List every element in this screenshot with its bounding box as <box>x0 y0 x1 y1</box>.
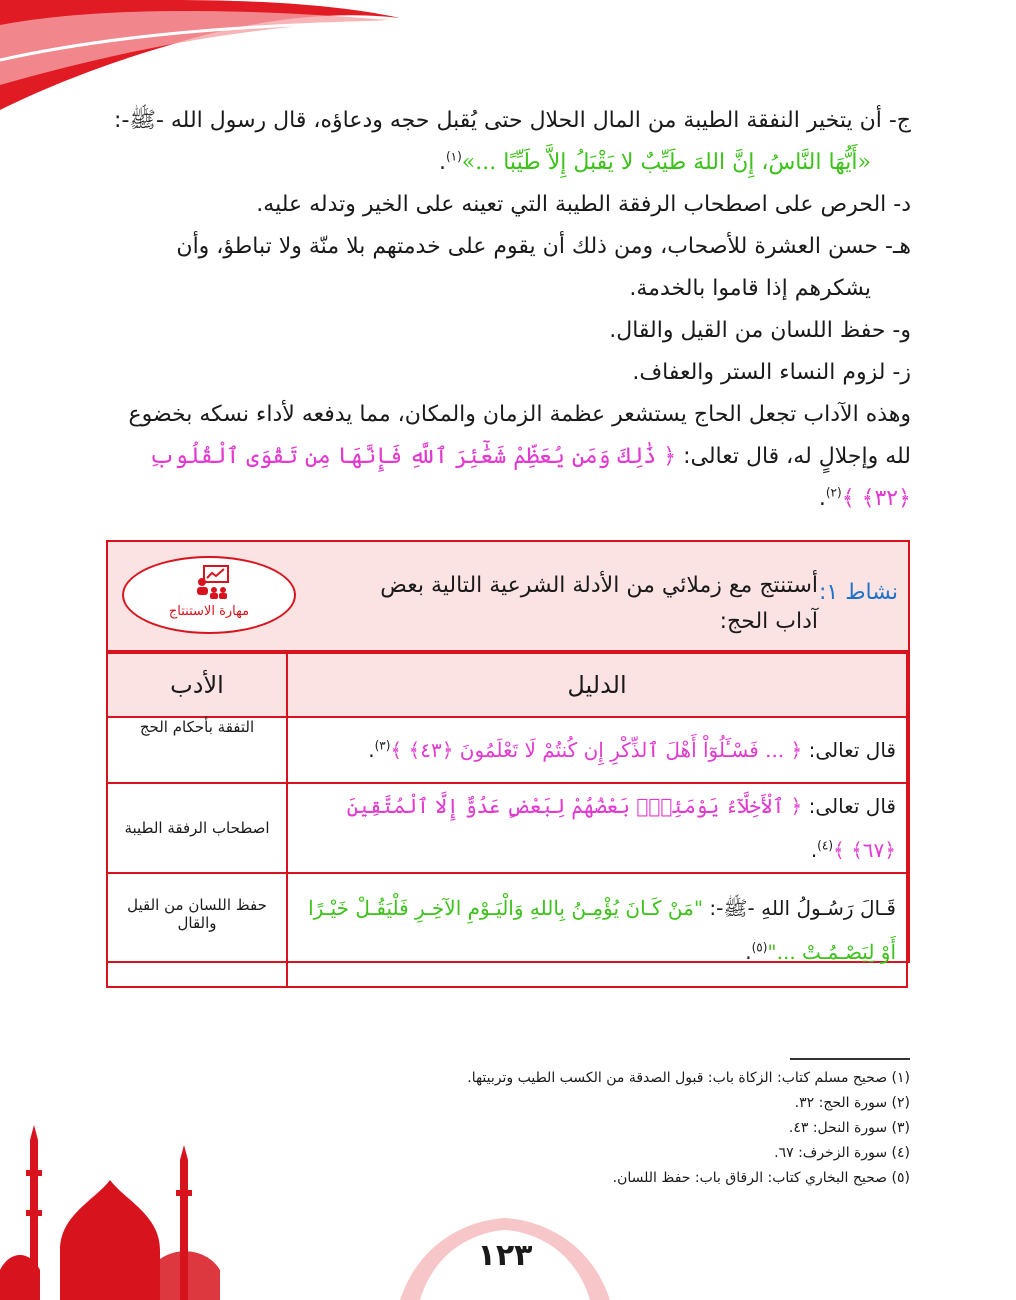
evidence-quote: ﴿ ٱلْأَخِلَّآءُ يَوْمَئِذٍۭ بَعْضُهُمْ لِبَعْضٍ عَدُوٌّ إِلَّا ٱلْمُتَّقِينَ ﴿٦٧﴾ ﴾ <box>346 794 896 862</box>
paragraph-line-4: هـ- حسن العشرة للأصحاب، ومن ذلك أن يقوم على خدمتهم بلا منّة ولا تباطؤ، وأن <box>176 234 911 259</box>
footnote-ref-5: (٥) <box>751 940 768 955</box>
presentation-people-icon <box>194 564 230 600</box>
footnote-item: (٤) سورة الزخرف: ٦٧. <box>774 1145 910 1161</box>
footnote-item: (٥) صحيح البخاري كتاب: الرقاق باب: حفظ اللسان. <box>612 1170 910 1186</box>
evidence-cell: قال تعالى: ﴿ ٱلْأَخِلَّآءُ يَوْمَئِذٍۭ بَعْضُهُمْ لِبَعْضٍ عَدُوٌّ إِلَّا ٱلْمُتَّقِينَ ﴿٦٧﴾ ﴾$^{(٤)}$. <box>287 783 907 873</box>
activity-box <box>106 540 910 963</box>
activity-header <box>108 542 908 652</box>
skill-badge <box>122 556 296 634</box>
evidence-prefix: قَـالَ رَسُـولُ اللهِ -ﷺ-: <box>709 896 896 920</box>
footnote-item: (٢) سورة الحج: ٣٢. <box>794 1095 910 1111</box>
evidence-quote: ﴿ ... فَسْـَٔلُوٓاْ أَهْلَ ٱلذِّكْرِ إِن كُنتُمْ لَا تَعْلَمُونَ ﴿٤٣﴾ ﴾ <box>390 738 803 762</box>
paragraph-line-9: لله وإجلالٍ له، قال تعالى: ﴿ ذَٰلِكَ وَمَن يُعَظِّمْ شَعَٰٓئِرَ ٱللَّهِ فَإِنَّهَا مِن تَقْوَى ٱلْقُلُوبِ ﴿٣٢﴾ ﴾$^{(٢)}$. <box>149 444 911 511</box>
evidence-cell: قَـالَ رَسُـولُ اللهِ -ﷺ-: "مَنْ كَـانَ يُؤْمِـنُ بِاللهِ وَالْيَـوْمِ الآخِـرِ فَلْيَقُـلْ خَيْـرًا أَوْ لِيَصْـمُـتْ ..."$^{(٥)}$. <box>287 873 907 987</box>
activity-instruction: أستنتج مع زملائي من الأدلة الشرعية التالية بعض آداب الحج: <box>380 573 818 634</box>
paragraph-line-8: وهذه الآداب تجعل الحاج يستشعر عظمة الزمان والمكان، مما يدفعه لأداء نسكه بخضوع <box>128 402 911 427</box>
corner-swoosh-decoration <box>0 0 420 110</box>
footnote-ref-1: (١) <box>445 149 462 164</box>
evidence-prefix: قال تعالى: <box>808 738 896 762</box>
hadith-quote: «أَيُّهَا النَّاسُ، إِنَّ اللهَ طَيِّبٌ لا يَقْبَلُ إِلاَّ طَيِّبًا ...» <box>461 150 871 175</box>
etiquette-answer: اصطحاب الرفقة الطيبة <box>107 783 287 873</box>
body-text <box>96 100 911 520</box>
table-row <box>107 717 907 783</box>
paragraph-line-1: ج- أن يتخير النفقة الطيبة من المال الحلال حتى يُقبل حجه ودعاؤه، قال رسول الله -ﷺ-: <box>114 108 911 133</box>
table-row <box>107 783 907 873</box>
footnote-ref-3: (٣) <box>374 738 391 753</box>
table-header-row <box>107 653 907 717</box>
header-etiquette: الأدب <box>107 653 287 717</box>
etiquette-answer: حفظ اللسان من القيل والقال <box>107 873 287 987</box>
verse-quote: ﴿ ذَٰلِكَ وَمَن يُعَظِّمْ شَعَٰٓئِرَ ٱللَّهِ فَإِنَّهَا مِن تَقْوَى ٱلْقُلُوبِ ﴿٣٢﴾ ﴾ <box>149 444 911 511</box>
footnote-item: (٣) سورة النحل: ٤٣. <box>788 1120 910 1136</box>
footnote-divider <box>790 1058 910 1060</box>
paragraph-line-5: يشكرهم إذا قاموا بالخدمة. <box>629 276 871 301</box>
paragraph-line-3: د- الحرص على اصطحاب الرفقة الطيبة التي تعينه على الخير وتدله عليه. <box>256 192 911 217</box>
table-row <box>107 873 907 987</box>
evidence-cell: قال تعالى: ﴿ ... فَسْـَٔلُوٓاْ أَهْلَ ٱلذِّكْرِ إِن كُنتُمْ لَا تَعْلَمُونَ ﴿٤٣﴾ ﴾$^{(٣)}$. <box>287 717 907 783</box>
etiquette-answer: التفقة بأحكام الحج <box>107 717 287 783</box>
paragraph-line-7: ز- لزوم النساء الستر والعفاف. <box>632 360 911 385</box>
footnote-ref-2: (٢) <box>825 485 842 500</box>
hadith-line: «أَيُّهَا النَّاسُ، إِنَّ اللهَ طَيِّبٌ لا يَقْبَلُ إِلاَّ طَيِّبًا ...»$^{(١)}$. <box>438 149 871 175</box>
header-evidence: الدليل <box>287 653 907 717</box>
activity-label: نشاط ١: <box>818 580 898 605</box>
evidence-prefix: قال تعالى: <box>808 794 896 818</box>
footnote-ref-4: (٤) <box>817 838 833 853</box>
activity-table <box>106 652 908 988</box>
footnote-item: (١) صحيح مسلم كتاب: الزكاة باب: قبول الصدقة من الكسب الطيب وتربيتها. <box>467 1070 910 1086</box>
page-number: ١٢٣ <box>477 1238 533 1273</box>
verse-prefix: لله وإجلالٍ له، قال تعالى: <box>683 444 911 469</box>
paragraph-line-6: و- حفظ اللسان من القيل والقال. <box>609 318 911 343</box>
footnotes <box>300 1066 910 1191</box>
evidence-quote: "مَنْ كَـانَ يُؤْمِـنُ بِاللهِ وَالْيَـوْمِ الآخِـرِ فَلْيَقُـلْ خَيْـرًا أَوْ لِيَصْـمُـتْ ..." <box>308 896 896 964</box>
mosque-silhouette-decoration <box>0 1120 220 1300</box>
skill-badge-label: مهارة الاستنتاج <box>168 604 250 619</box>
